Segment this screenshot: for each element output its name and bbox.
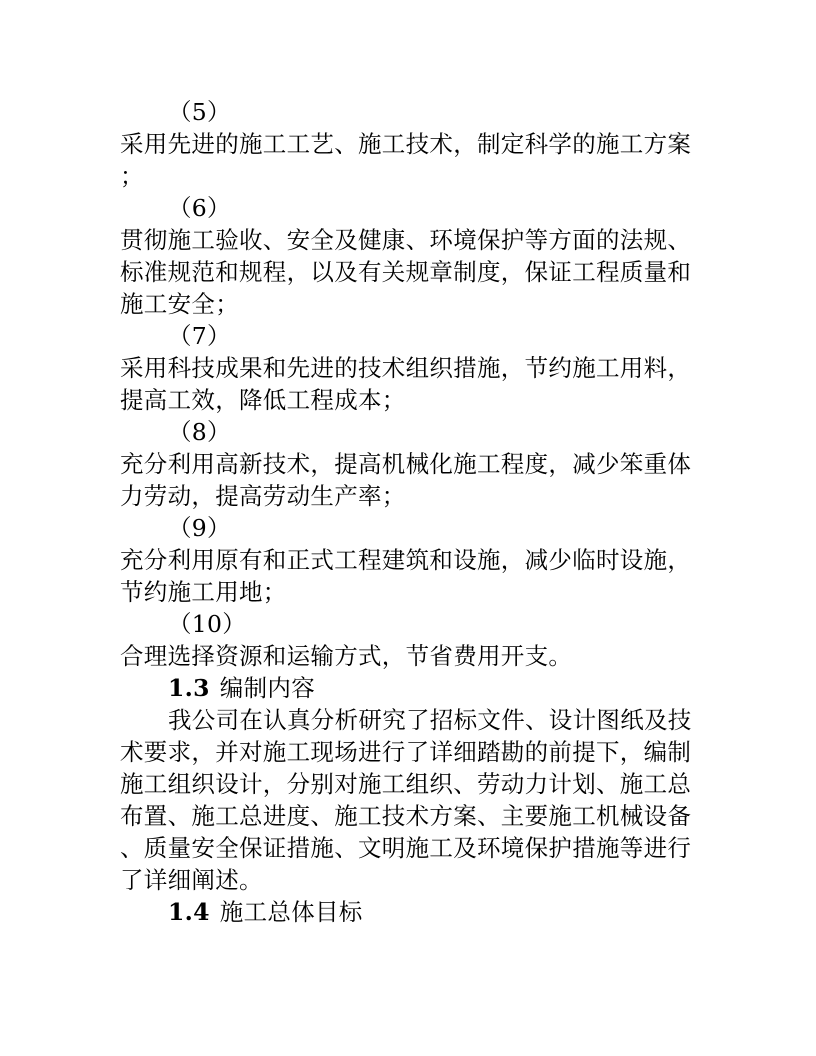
item-number-7: （7）	[168, 322, 231, 350]
section-heading-1-4	[168, 896, 363, 928]
section-heading-1-3	[168, 672, 315, 704]
item-7-line-1: 采用科技成果和先进的技术组织措施，节约施工用料，	[120, 354, 692, 382]
item-number-10: （10）	[168, 610, 247, 638]
item-number-5: （5）	[168, 98, 231, 126]
item-8-line-1: 充分利用高新技术，提高机械化施工程度，减少笨重体	[120, 450, 692, 478]
paragraph-line-5: 、质量安全保证措施、文明施工及环境保护措施等进行	[120, 834, 692, 862]
item-8-line-2: 力劳动，提高劳动生产率；	[120, 482, 406, 510]
item-number-6: （6）	[168, 194, 231, 222]
item-6-line-1: 贯彻施工验收、安全及健康、环境保护等方面的法规、	[120, 226, 692, 254]
paragraph-line-3: 施工组织设计，分别对施工组织、劳动力计划、施工总	[120, 770, 692, 798]
item-6-line-2: 标准规范和规程，以及有关规章制度，保证工程质量和	[120, 258, 692, 286]
section-number: 1.3	[168, 674, 210, 702]
paragraph-line-2: 术要求，并对施工现场进行了详细踏勘的前提下，编制	[120, 738, 692, 766]
paragraph-line-4: 布置、施工总进度、施工技术方案、主要施工机械设备	[120, 802, 692, 830]
item-number-8: （8）	[168, 418, 231, 446]
item-9-line-1: 充分利用原有和正式工程建筑和设施，减少临时设施，	[120, 546, 692, 574]
item-6-line-3: 施工安全；	[120, 290, 239, 318]
item-number-9: （9）	[168, 514, 231, 542]
item-5-line-1: 采用先进的施工工艺、施工技术，制定科学的施工方案	[120, 130, 692, 158]
section-title: 施工总体目标	[219, 898, 363, 926]
item-5-line-2: ；	[120, 162, 144, 190]
section-title: 编制内容	[219, 674, 315, 702]
item-10-line-1: 合理选择资源和运输方式，节省费用开支。	[120, 642, 573, 670]
item-7-line-2: 提高工效，降低工程成本；	[120, 386, 406, 414]
paragraph-line-6: 了详细阐述。	[120, 866, 263, 894]
section-number: 1.4	[168, 898, 210, 926]
paragraph-line-1: 我公司在认真分析研究了招标文件、设计图纸及技	[168, 706, 692, 734]
item-9-line-2: 节约施工用地；	[120, 578, 287, 606]
